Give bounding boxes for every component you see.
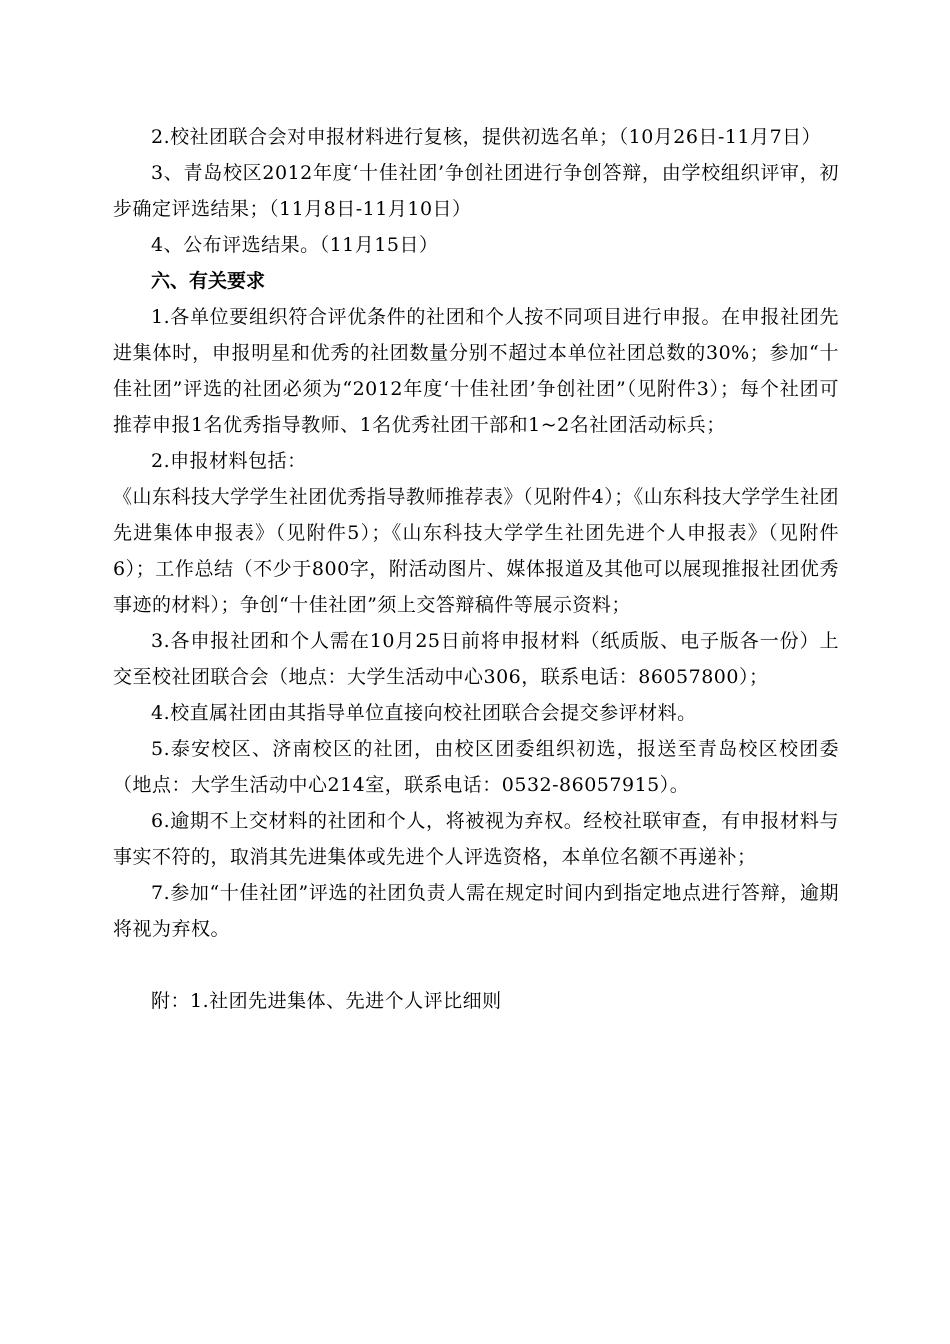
requirement-2: 2.申报材料包括：: [151, 450, 307, 472]
schedule-item-4: 4、公布评选结果。（11月15日）: [151, 234, 439, 256]
document-body: [113, 119, 839, 1019]
requirement-3: 3.各申报社团和个人需在10月25日前将申报材料（纸质版、电子版各一份）上交至校社团联合会（地点：大学生活动中心306，联系电话：86057800）；: [113, 630, 839, 688]
attachment-line: 附：1.社团先进集体、先进个人评比细则: [151, 990, 502, 1012]
requirement-2-materials: 《山东科技大学学生社团优秀指导教师推荐表》（见附件4）；《山东科技大学学生社团先进集体申报表》（见附件5）；《山东科技大学学生社团先进个人申报表》（见附件6）；工作总结（不少于800字，附活动图片、媒体报道及其他可以展现推报社团优秀事迹的材料）；争创“十佳社团”须上交答辩稿件等展示资料；: [113, 486, 839, 616]
requirement-5: 5.泰安校区、济南校区的社团，由校区团委组织初选，报送至青岛校区校团委（地点：大学生活动中心214室，联系电话：0532-86057915）。: [113, 738, 839, 796]
schedule-item-2: 2.校社团联合会对申报材料进行复核，提供初选名单；（10月26日-11月7日）: [151, 126, 822, 148]
requirement-7: 7.参加“十佳社团”评选的社团负责人需在规定时间内到指定地点进行答辩，逾期将视为弃权。: [113, 882, 839, 940]
requirement-1: 1.各单位要组织符合评优条件的社团和个人按不同项目进行申报。在申报社团先进集体时，申报明星和优秀的社团数量分别不超过本单位社团总数的30%；参加“十佳社团”评选的社团必须为“2012年度‘十佳社团’争创社团”（见附件3）；每个社团可推荐申报1名优秀指导教师、1名优秀社团干部和1~2名社团活动标兵；: [113, 306, 839, 436]
requirement-4: 4.校直属社团由其指导单位直接向校社团联合会提交参评材料。: [151, 702, 697, 724]
schedule-item-3: 3、青岛校区2012年度‘十佳社团’争创社团进行争创答辩，由学校组织评审，初步确定评选结果；（11月8日-11月10日）: [113, 162, 839, 220]
section-heading: 六、有关要求: [151, 270, 266, 292]
requirement-6: 6.逾期不上交材料的社团和个人，将被视为弃权。经校社联审查，有申报材料与事实不符的，取消其先进集体或先进个人评选资格，本单位名额不再递补；: [113, 810, 839, 868]
blank-line: [113, 947, 839, 983]
